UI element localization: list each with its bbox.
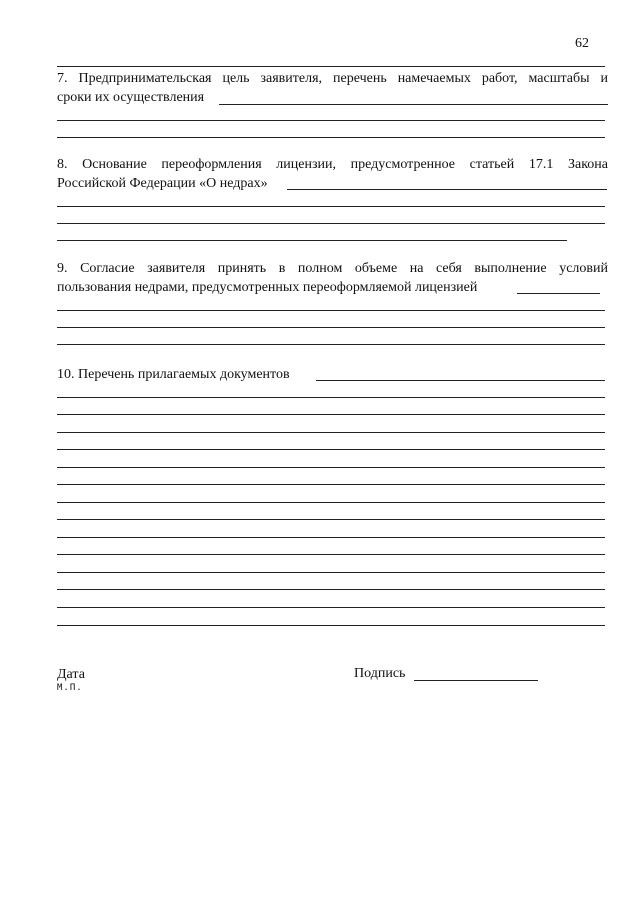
item-10-answer-line[interactable] [57,502,605,503]
item-10-answer-line[interactable] [57,484,605,485]
item-10-line1: 10. Перечень прилагаемых документов [57,367,290,382]
item-10-answer-line[interactable] [57,432,605,433]
item-8-fill-line[interactable] [287,189,607,190]
item-10-answer-line[interactable] [57,414,605,415]
page-number: 62 [575,36,589,51]
item-10-answer-line[interactable] [57,467,605,468]
date-label: Дата [57,667,85,682]
item-10-answer-line[interactable] [57,519,605,520]
item-8-answer-line[interactable] [57,240,567,241]
item-10-answer-line[interactable] [57,572,605,573]
item-7-fill-line[interactable] [219,104,608,105]
signature-line[interactable] [414,680,538,681]
item-10-answer-line[interactable] [57,537,605,538]
item-8-line2: Российской Федерации «О недрах» [57,176,268,191]
item-10-answer-line[interactable] [57,397,605,398]
item-7-answer-line[interactable] [57,137,605,138]
signature-label: Подпись [354,666,406,681]
item-7-answer-line[interactable] [57,120,605,121]
item-7-line2: сроки их осуществления [57,90,205,105]
item-10-answer-line[interactable] [57,607,605,608]
item-10-answer-line[interactable] [57,449,605,450]
item-7-line1: 7. Предпринимательская цель заявителя, перечень намечаемых работ, масштабы и [57,71,608,86]
item-9-answer-line[interactable] [57,344,605,345]
top-rule [57,66,605,67]
item-10-fill-line[interactable] [316,380,605,381]
stamp-label: М.П. [57,683,83,693]
item-9-answer-line[interactable] [57,327,605,328]
item-9-line2: пользования недрами, предусмотренных переоформляемой лицензией [57,280,478,295]
item-8-line1: 8. Основание переоформления лицензии, предусмотренное статьей 17.1 Закона [57,157,608,172]
item-10-answer-line[interactable] [57,589,605,590]
item-9-answer-line[interactable] [57,310,605,311]
item-9-line1: 9. Согласие заявителя принять в полном объеме на себя выполнение условий [57,261,608,276]
item-8-answer-line[interactable] [57,206,605,207]
item-10-answer-line[interactable] [57,554,605,555]
item-9-fill-line[interactable] [517,293,600,294]
item-10-answer-line[interactable] [57,625,605,626]
item-8-answer-line[interactable] [57,223,605,224]
